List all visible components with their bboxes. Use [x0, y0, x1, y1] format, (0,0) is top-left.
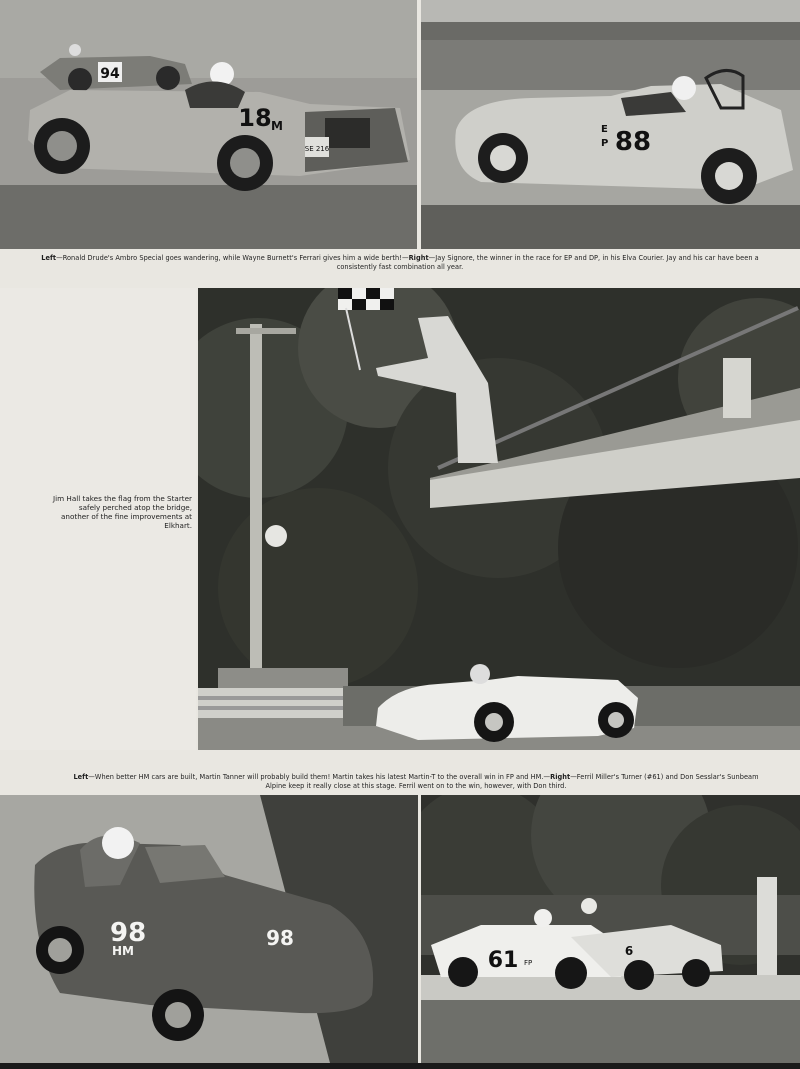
car-number-88: 88	[614, 127, 652, 157]
bottom-caption-right-tag: Right	[550, 772, 571, 781]
photo-elva-courier	[421, 0, 800, 249]
top-caption-left-text: —Ronald Drude's Ambro Special goes wandering, while Wayne Burnett's Ferrari gives him a wide berth!—	[56, 253, 409, 262]
photo-turner-alpine	[421, 795, 800, 1063]
bottom-caption-left-text: —When better HM cars are built, Martin Tanner will probably build them! Martin takes his latest Martin-T to the overall win in FP and HM.—	[88, 772, 551, 781]
bottom-caption-right-text: —Ferril Miller's Turner (#61) and Don Sesslar's Sunbeam Alpine keep it really close at this stage. Ferril went on to the win, however, with Don third.	[265, 772, 759, 790]
car-number-94: 94	[100, 66, 120, 82]
top-caption-right-tag: Right	[408, 253, 429, 262]
car-number-98-side: 98	[110, 918, 147, 948]
car-number-alpine: 6	[624, 944, 634, 958]
car-number-98-front: 98	[266, 926, 294, 950]
car-class-fp: FP	[524, 959, 533, 967]
page-bottom-edge	[0, 1063, 800, 1069]
car-number-61: 61	[487, 948, 519, 973]
top-caption-right-text: —Jay Signore, the winner in the race for EP and DP, in his Elva Courier. Jay and his car have been a consistently fast combination all year.	[336, 253, 759, 271]
photo-jim-hall-flag	[198, 288, 800, 750]
car-class-hm: HM	[112, 944, 134, 958]
photo-ambro-special	[0, 0, 417, 249]
top-caption-left-tag: Left	[41, 253, 57, 262]
car-number-18: 18	[238, 104, 272, 132]
photo-martin-t	[0, 795, 418, 1063]
top-caption	[28, 253, 772, 271]
car-class-p: P	[601, 138, 609, 149]
bottom-caption	[66, 772, 766, 790]
bottom-caption-left-tag: Left	[73, 772, 89, 781]
side-caption: Jim Hall takes the flag from the Starter safely perched atop the bridge, another of the fine improvements at Elkhart.	[53, 494, 192, 530]
car-class-e: E	[601, 124, 608, 135]
license-plate: SE 216	[304, 145, 330, 153]
car-class-m: M	[271, 119, 283, 133]
